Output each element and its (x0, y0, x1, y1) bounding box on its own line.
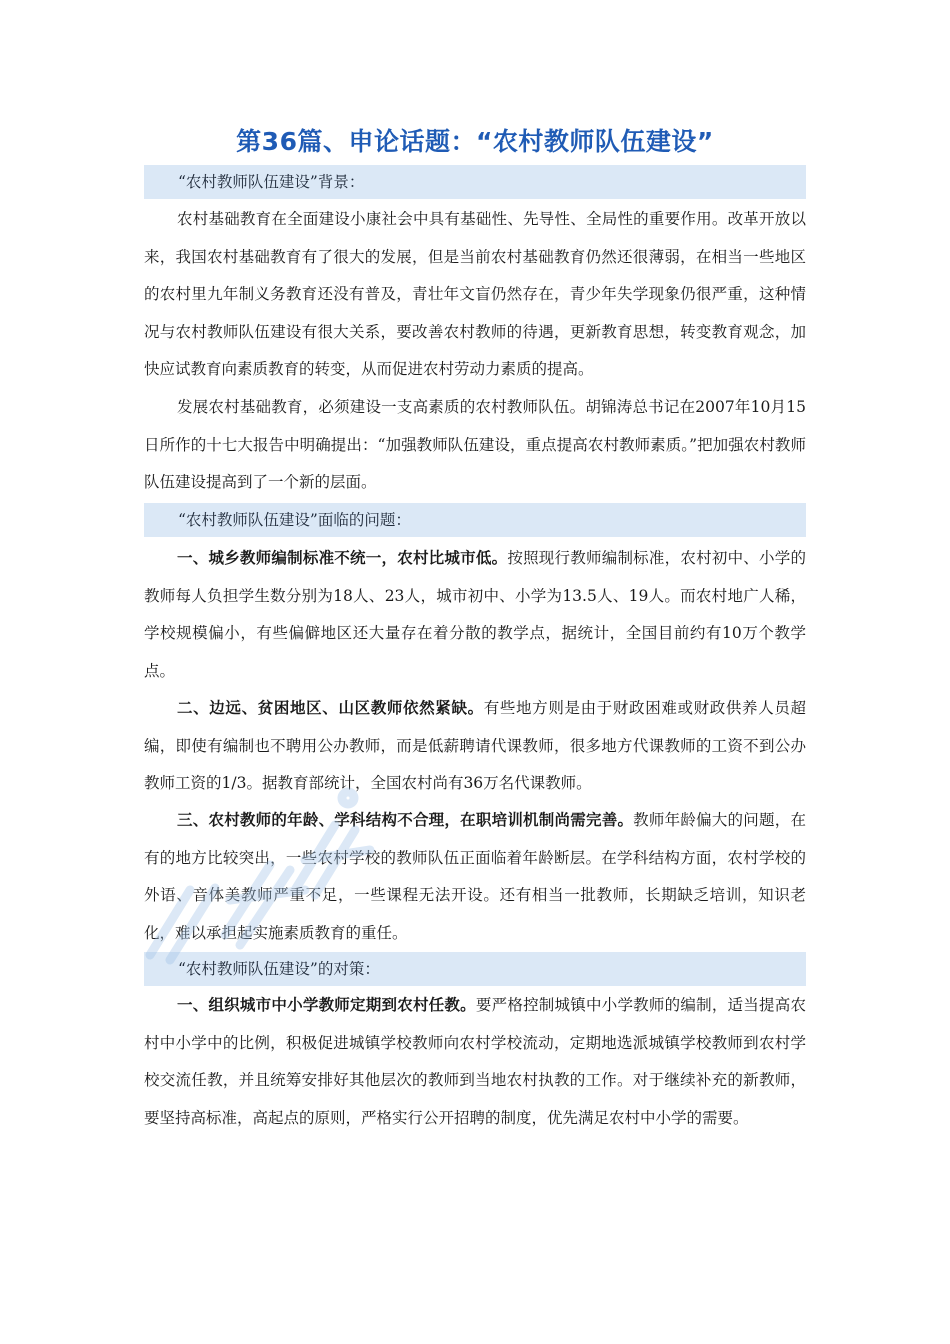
paragraph-lead: 一、城乡教师编制标准不统一，农村比城市低。 (177, 548, 508, 567)
paragraph (144, 986, 806, 1137)
paragraph-text: 农村基础教育在全面建设小康社会中具有基础性、先导性、全局性的重要作用。改革开放以来，我国农村基础教育有了很大的发展，但是当前农村基础教育仍然还很薄弱，在相当一些地区的农村里九年制义务教育还没有普及，青壮年文盲仍然存在，青少年失学现象仍很严重，这种情况与农村教师队伍建设有很大关系，要改善农村教师的待遇，更新教育思想，转变教育观念，加快应试教育向素质教育的转变，从而促进农村劳动力素质的提高。 (144, 210, 806, 379)
section-heading-countermeasures: “农村教师队伍建设”的对策： (144, 952, 806, 986)
paragraph-text: 发展农村基础教育，必须建设一支高素质的农村教师队伍。胡锦涛总书记在2007年10月15日所作的十七大报告中明确提出：“加强教师队伍建设，重点提高农村教师素质。”把加强农村教师队伍建设提高到了一个新的层面。 (144, 398, 806, 492)
paragraph (144, 801, 806, 952)
paragraph (144, 389, 806, 502)
paragraph (144, 689, 806, 803)
section-heading-background: “农村教师队伍建设”背景： (144, 165, 806, 199)
paragraph-text: 按照现行教师编制标准，农村初中、小学的教师每人负担学生数分别为18人、23人，城市初中、小学为13.5人、19人。而农村地广人稀，学校规模偏小，有些偏僻地区还大量存在着分散的教学点，据统计，全国目前约有10万个教学点。 (144, 549, 806, 680)
paragraph-lead: 二、边远、贫困地区、山区教师依然紧缺。 (177, 698, 484, 717)
paragraph-lead: 一、组织城市中小学教师定期到农村任教。 (177, 995, 476, 1014)
paragraph (144, 539, 806, 690)
paragraph-text: 教师年龄偏大的问题，在有的地方比较突出，一些农村学校的教师队伍正面临着年龄断层。在学科结构方面，农村学校的外语、音体美教师严重不足，一些课程无法开设。还有相当一批教师，长期缺乏培训，知识老化，难以承担起实施素质教育的重任。 (144, 811, 806, 942)
paragraph-text: 有些地方则是由于财政困难或财政供养人员超编，即使有编制也不聘用公办教师，而是低薪聘请代课教师，很多地方代课教师的工资不到公办教师工资的1/3。据教育部统计，全国农村尚有36万名代课教师。 (144, 699, 806, 793)
paragraph (144, 201, 806, 389)
paragraph-lead: 三、农村教师的年龄、学科结构不合理，在职培训机制尚需完善。 (177, 810, 634, 829)
paragraph-text: 要严格控制城镇中小学教师的编制，适当提高农村中小学中的比例，积极促进城镇学校教师向农村学校流动，定期地选派城镇学校教师到农村学校交流任教，并且统筹安排好其他层次的教师到当地农村执教的工作。对于继续补充的新教师，要坚持高标准，高起点的原则，严格实行公开招聘的制度，优先满足农村中小学的需要。 (144, 996, 806, 1127)
section-heading-problems: “农村教师队伍建设”面临的问题： (144, 503, 806, 537)
page-title: 第36篇、申论话题：“农村教师队伍建设” (236, 127, 714, 156)
